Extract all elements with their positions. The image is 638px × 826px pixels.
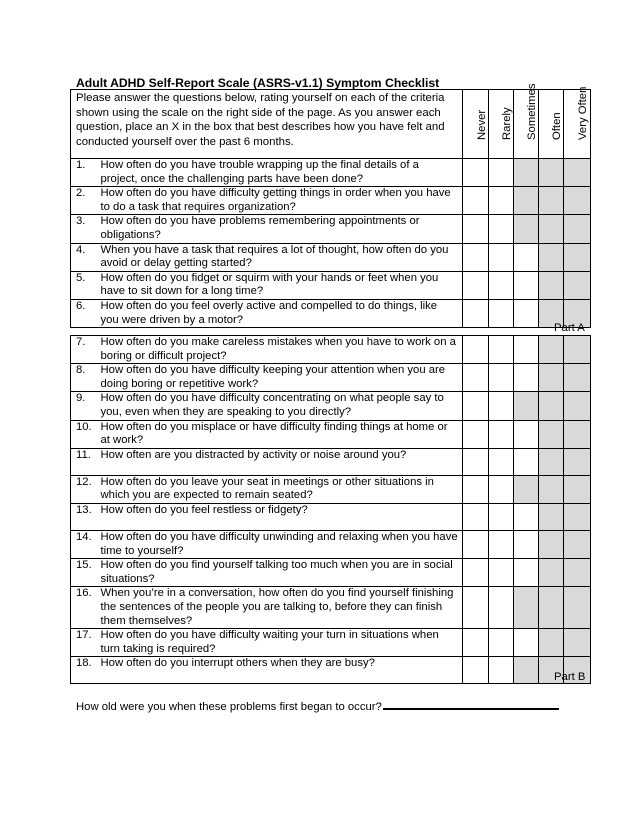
form-title: Adult ADHD Self-Report Scale (ASRS-v1.1) Symptom Checklist [76, 76, 440, 90]
question-text: How often do you fidget or squirm with your hands or feet when you have to sit down for a long time? [101, 271, 463, 299]
scale-rarely-header [489, 90, 514, 159]
question-row [71, 420, 591, 448]
answer-box[interactable] [489, 657, 514, 684]
question-row [71, 530, 591, 558]
answer-box[interactable] [489, 587, 514, 629]
answer-box[interactable] [463, 475, 489, 503]
answer-box[interactable] [463, 503, 489, 530]
answer-box[interactable] [463, 448, 489, 475]
question-text: How often do you find yourself talking too much when you are in social situations? [101, 559, 463, 587]
answer-box[interactable] [463, 559, 489, 587]
answer-box[interactable] [489, 215, 514, 243]
answer-box[interactable] [539, 243, 564, 271]
question-number: 15. [71, 559, 101, 587]
question-text: When you have a task that requires a lot of thought, how often do you avoid or delay getting started? [101, 243, 463, 271]
question-row [71, 271, 591, 299]
onset-age-text: How old were you when these problems first began to occur? [76, 701, 382, 713]
answer-box[interactable] [463, 215, 489, 243]
question-row [71, 364, 591, 392]
answer-box[interactable] [463, 187, 489, 215]
onset-age-answer-line[interactable] [383, 699, 559, 710]
answer-box[interactable] [514, 420, 539, 448]
question-row [71, 559, 591, 587]
answer-box[interactable] [539, 336, 564, 364]
question-text: How often do you have trouble wrapping up the final details of a project, once the challenging parts have been done? [101, 159, 463, 187]
answer-box[interactable] [539, 159, 564, 187]
answer-box[interactable] [463, 243, 489, 271]
answer-box[interactable] [539, 530, 564, 558]
answer-box[interactable] [463, 629, 489, 657]
question-row [71, 629, 591, 657]
scale-label: Very Often [577, 87, 589, 141]
question-text: How often do you interrupt others when they are busy? [101, 657, 463, 684]
answer-box[interactable] [564, 215, 591, 243]
question-text: How often are you distracted by activity or noise around you? [101, 448, 463, 475]
answer-box[interactable] [564, 187, 591, 215]
question-number: 11. [71, 448, 101, 475]
part-b-table [70, 335, 591, 684]
answer-box[interactable] [564, 587, 591, 629]
question-row [71, 448, 591, 475]
answer-box[interactable] [463, 392, 489, 420]
answer-box[interactable] [564, 392, 591, 420]
answer-box[interactable] [539, 559, 564, 587]
question-text: How often do you have problems remembering appointments or obligations? [101, 215, 463, 243]
question-number: 13. [71, 503, 101, 530]
question-row [71, 243, 591, 271]
answer-box[interactable] [514, 159, 539, 187]
answer-box[interactable] [564, 629, 591, 657]
answer-box[interactable] [514, 559, 539, 587]
answer-box[interactable] [489, 299, 514, 327]
question-text: How often do you make careless mistakes when you have to work on a boring or difficult project? [101, 336, 463, 364]
question-number: 18. [71, 657, 101, 684]
answer-box[interactable] [489, 475, 514, 503]
question-row [71, 215, 591, 243]
answer-box[interactable] [514, 299, 539, 327]
part-a-label: Part A [554, 322, 585, 334]
question-text: How often do you have difficulty concentrating on what people say to you, even when they are speaking to you directly? [101, 392, 463, 420]
answer-box[interactable] [564, 475, 591, 503]
question-number: 10. [71, 420, 101, 448]
question-row [71, 299, 591, 327]
answer-box[interactable] [489, 530, 514, 558]
scale-label: Rarely [501, 107, 513, 141]
answer-box[interactable] [489, 448, 514, 475]
answer-box[interactable] [489, 392, 514, 420]
answer-box[interactable] [514, 657, 539, 684]
scale-label: Often [551, 112, 563, 141]
answer-box[interactable] [514, 392, 539, 420]
question-row [71, 475, 591, 503]
question-number: 6. [71, 299, 101, 327]
answer-box[interactable] [539, 392, 564, 420]
scale-label: Never [475, 110, 488, 141]
onset-age-question [76, 699, 559, 713]
answer-box[interactable] [463, 657, 489, 684]
answer-box[interactable] [539, 271, 564, 299]
answer-box[interactable] [489, 187, 514, 215]
answer-box[interactable] [564, 503, 591, 530]
part-b-label: Part B [554, 671, 586, 683]
answer-box[interactable] [489, 243, 514, 271]
header-row [71, 90, 591, 159]
answer-box[interactable] [539, 448, 564, 475]
question-number: 14. [71, 530, 101, 558]
answer-box[interactable] [564, 530, 591, 558]
answer-box[interactable] [539, 215, 564, 243]
answer-box[interactable] [514, 336, 539, 364]
question-row [71, 159, 591, 187]
answer-box[interactable] [514, 243, 539, 271]
answer-box[interactable] [564, 448, 591, 475]
answer-box[interactable] [463, 159, 489, 187]
answer-box[interactable] [463, 420, 489, 448]
question-number: 17. [71, 629, 101, 657]
answer-box[interactable] [539, 503, 564, 530]
answer-box[interactable] [514, 587, 539, 629]
answer-box[interactable] [463, 587, 489, 629]
answer-box[interactable] [514, 448, 539, 475]
answer-box[interactable] [514, 215, 539, 243]
answer-box[interactable] [564, 336, 591, 364]
answer-box[interactable] [539, 187, 564, 215]
answer-box[interactable] [539, 587, 564, 629]
answer-box[interactable] [489, 271, 514, 299]
question-number: 8. [71, 364, 101, 392]
answer-box[interactable] [514, 629, 539, 657]
answer-box[interactable] [463, 299, 489, 327]
answer-box[interactable] [539, 629, 564, 657]
question-text: How often do you feel overly active and compelled to do things, like you were driven by a motor? [101, 299, 463, 327]
answer-box[interactable] [514, 187, 539, 215]
question-row [71, 587, 591, 629]
answer-box[interactable] [463, 530, 489, 558]
scale-sometimes-header [514, 83, 539, 159]
question-number: 12. [71, 475, 101, 503]
answer-box[interactable] [564, 159, 591, 187]
question-row [71, 657, 591, 684]
question-text: When you’re in a conversation, how often do you find yourself finishing the sentences of the people you are talking to, before they can finish them themselves? [101, 587, 463, 629]
answer-box[interactable] [489, 503, 514, 530]
question-row [71, 503, 591, 530]
scale-never-header [463, 90, 489, 159]
answer-box[interactable] [539, 475, 564, 503]
answer-box[interactable] [514, 503, 539, 530]
answer-box[interactable] [539, 420, 564, 448]
question-number: 3. [71, 215, 101, 243]
answer-box[interactable] [463, 364, 489, 392]
answer-box[interactable] [514, 364, 539, 392]
answer-box[interactable] [463, 336, 489, 364]
answer-box[interactable] [514, 530, 539, 558]
scale-label: Sometimes [526, 83, 538, 141]
question-text: How often do you have difficulty getting things in order when you have to do a task that requires organization? [101, 187, 463, 215]
answer-box[interactable] [489, 159, 514, 187]
answer-box[interactable] [564, 559, 591, 587]
answer-box[interactable] [489, 420, 514, 448]
question-text: How often do you leave your seat in meetings or other situations in which you are expected to remain seated? [101, 475, 463, 503]
question-number: 2. [71, 187, 101, 215]
question-row [71, 187, 591, 215]
answer-box[interactable] [564, 243, 591, 271]
question-number: 9. [71, 392, 101, 420]
instructions: Please answer the questions below, rating yourself on each of the criteria shown using the scale on the right side of the page. As you answer each question, place an X in the box that best describes how you have felt and conducted yourself over the past 6 months. [71, 90, 463, 159]
question-number: 1. [71, 159, 101, 187]
answer-box[interactable] [489, 364, 514, 392]
question-row [71, 336, 591, 364]
answer-box[interactable] [564, 271, 591, 299]
scale-often-header [539, 90, 564, 159]
question-row [71, 392, 591, 420]
question-text: How often do you misplace or have difficulty finding things at home or at work? [101, 420, 463, 448]
question-number: 5. [71, 271, 101, 299]
question-number: 16. [71, 587, 101, 629]
scale-very-often-header [564, 87, 591, 159]
answer-box[interactable] [489, 629, 514, 657]
question-text: How often do you feel restless or fidgety? [101, 503, 463, 530]
answer-box[interactable] [539, 364, 564, 392]
answer-box[interactable] [564, 364, 591, 392]
answer-box[interactable] [489, 336, 514, 364]
answer-box[interactable] [564, 420, 591, 448]
question-text: How often do you have difficulty keeping your attention when you are doing boring or repetitive work? [101, 364, 463, 392]
question-text: How often do you have difficulty waiting your turn in situations when turn taking is required? [101, 629, 463, 657]
answer-box[interactable] [463, 271, 489, 299]
answer-box[interactable] [489, 559, 514, 587]
answer-box[interactable] [514, 475, 539, 503]
answer-box[interactable] [514, 271, 539, 299]
question-number: 4. [71, 243, 101, 271]
question-text: How often do you have difficulty unwinding and relaxing when you have time to yourself? [101, 530, 463, 558]
question-number: 7. [71, 336, 101, 364]
